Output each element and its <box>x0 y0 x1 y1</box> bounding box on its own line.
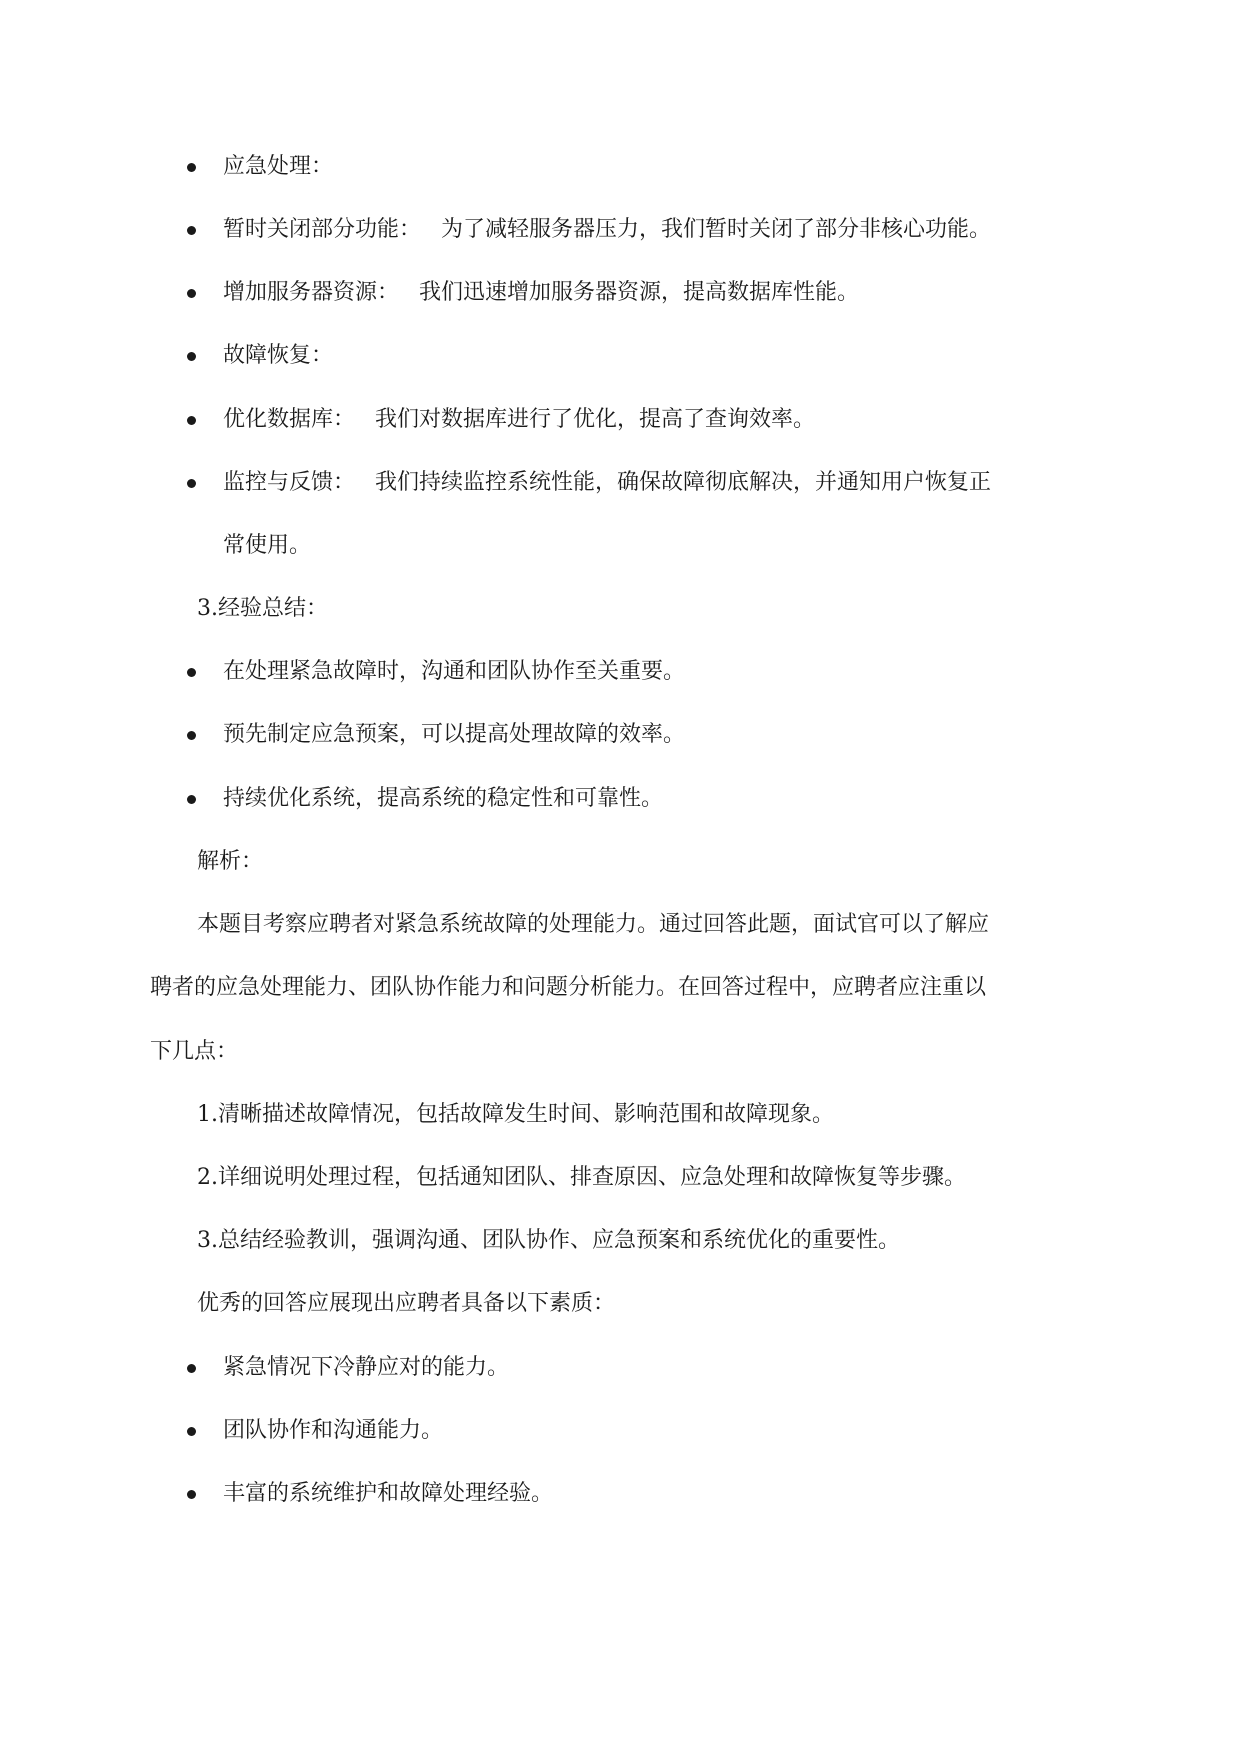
item-text: 为了减轻服务器压力，我们暂时关闭了部分非核心功能。 <box>441 217 992 242</box>
analysis-point: 1.清晰描述故障情况，包括故障发生时间、影响范围和故障现象。 <box>197 1102 834 1127</box>
item-text: 我们迅速增加服务器资源，提高数据库性能。 <box>419 280 860 305</box>
recovery-heading: 故障恢复： <box>223 343 334 368</box>
bullet-dot <box>187 479 196 488</box>
experience-item: 预先制定应急预案，可以提高处理故障的效率。 <box>223 722 686 747</box>
list-item-monitoring-cont: 常使用。 <box>223 533 312 558</box>
bullet-dot <box>187 731 196 740</box>
list-item-close-features <box>223 215 991 245</box>
quality-item: 团队协作和沟通能力。 <box>223 1418 444 1443</box>
item-label: 优化数据库： <box>223 407 356 432</box>
item-label: 增加服务器资源： <box>223 280 400 305</box>
analysis-point: 3.总结经验教训，强调沟通、团队协作、应急预案和系统优化的重要性。 <box>197 1228 900 1253</box>
item-label: 监控与反馈： <box>223 470 356 495</box>
bullet-dot <box>187 226 196 235</box>
list-item-optimize-db <box>223 405 815 435</box>
bullet-dot <box>187 668 196 677</box>
bullet-dot <box>187 352 196 361</box>
experience-item: 持续优化系统，提高系统的稳定性和可靠性。 <box>223 786 664 811</box>
quality-item: 紧急情况下冷静应对的能力。 <box>223 1355 510 1380</box>
list-item-add-resources <box>223 278 859 308</box>
analysis-paragraph-line: 本题目考察应聘者对紧急系统故障的处理能力。通过回答此题，面试官可以了解应 <box>197 912 990 937</box>
qualities-intro: 优秀的回答应展现出应聘者具备以下素质： <box>197 1291 616 1316</box>
bullet-dot <box>187 1364 196 1373</box>
experience-item: 在处理紧急故障时，沟通和团队协作至关重要。 <box>223 659 686 684</box>
experience-heading: 3.经验总结： <box>197 596 328 621</box>
bullet-dot <box>187 795 196 804</box>
item-text: 我们持续监控系统性能，确保故障彻底解决，并通知用户恢复正 <box>375 470 992 495</box>
bullet-dot <box>187 1427 196 1436</box>
bullet-dot <box>187 163 196 172</box>
bullet-dot <box>187 1490 196 1499</box>
item-label: 暂时关闭部分功能： <box>223 217 422 242</box>
analysis-heading: 解析： <box>197 849 264 874</box>
list-item-monitoring <box>223 468 991 498</box>
analysis-paragraph-line: 聘者的应急处理能力、团队协作能力和问题分析能力。在回答过程中，应聘者应注重以 <box>150 975 987 1000</box>
bullet-dot <box>187 289 196 298</box>
item-text: 我们对数据库进行了优化，提高了查询效率。 <box>375 407 816 432</box>
analysis-paragraph-line: 下几点： <box>150 1039 239 1064</box>
bullet-dot <box>187 416 196 425</box>
analysis-point: 2.详细说明处理过程，包括通知团队、排查原因、应急处理和故障恢复等步骤。 <box>197 1165 966 1190</box>
quality-item: 丰富的系统维护和故障处理经验。 <box>223 1481 554 1506</box>
emergency-heading: 应急处理： <box>223 154 334 179</box>
